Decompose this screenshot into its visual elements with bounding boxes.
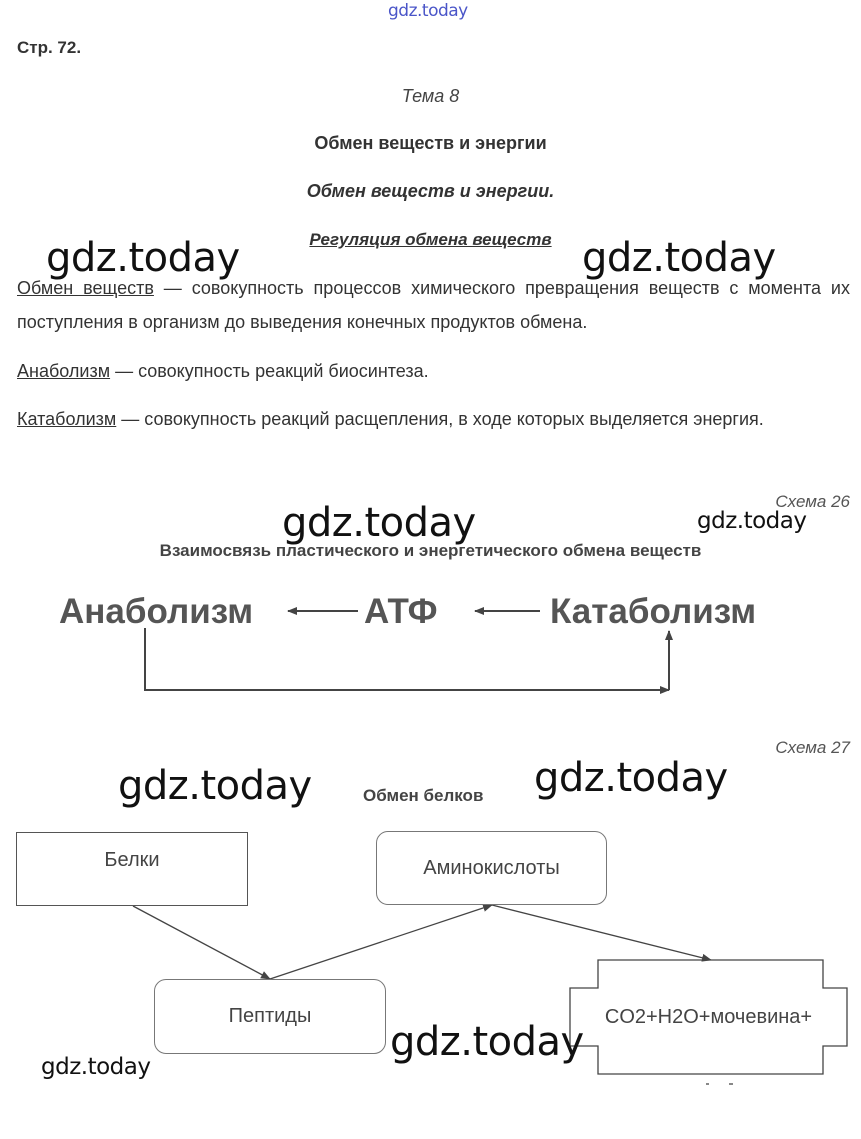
watermark: gdz.today (534, 755, 728, 801)
scheme-26-label: Схема 26 (775, 492, 850, 511)
scheme-27-label: Схема 27 (775, 738, 850, 757)
page-heading: Обмен веществ и энергии (314, 133, 547, 153)
arrow-anabolism-to-catabolism (145, 628, 669, 690)
arrow-amino-acids-to-products (492, 905, 711, 960)
section-subheading-text: Регуляция обмена веществ (309, 230, 552, 249)
watermark: gdz.today (118, 763, 312, 809)
products-label: CO2+H2O+мочевина+ (604, 1005, 813, 1028)
arrow-proteins-to-peptides (133, 906, 270, 979)
watermark: gdz.today (46, 235, 240, 281)
scheme-26-catabolism: Катаболизм (550, 592, 757, 631)
watermark-top: gdz.today (388, 1, 468, 21)
definition-text: — совокупность процессов химического превращения веществ с момента их поступления в организм до выведения конечных продуктов обмена. (17, 278, 850, 332)
definition-term: Обмен веществ (17, 278, 154, 298)
scheme-26-title: Взаимосвязь пластического и энергетического обмена веществ (159, 541, 702, 560)
peptides-box (154, 979, 386, 1054)
definition-term: Анаболизм (17, 361, 111, 381)
scheme-26-anabolism: Анаболизм (59, 592, 254, 631)
topic-label: Тема 8 (401, 86, 460, 106)
definition-term: Катаболизм (17, 409, 117, 429)
definition-text: — совокупность реакций биосинтеза. (110, 361, 429, 381)
proteins-box (16, 832, 248, 906)
amino-acids-box (376, 831, 607, 905)
watermark: gdz.today (41, 1054, 151, 1080)
page-number: Стр. 72. (17, 38, 82, 57)
watermark: gdz.today (582, 235, 776, 281)
definition-text: — совокупность реакций расщепления, в ходе которых выделяется энергия. (116, 409, 764, 429)
section-heading: Обмен веществ и энергии. (306, 181, 555, 201)
watermark: gdz.today (282, 500, 476, 546)
peptides-label: Пептиды (228, 1005, 312, 1027)
watermark: gdz.today (697, 508, 807, 534)
scheme-26-atp: АТФ (364, 592, 438, 631)
arrow-peptides-to-amino-acids (270, 905, 492, 979)
watermark: gdz.today (390, 1019, 584, 1065)
proteins-label: Белки (104, 849, 160, 871)
scheme-27-title: Обмен белков (363, 786, 484, 805)
amino-acids-label: Аминокислоты (423, 856, 560, 879)
